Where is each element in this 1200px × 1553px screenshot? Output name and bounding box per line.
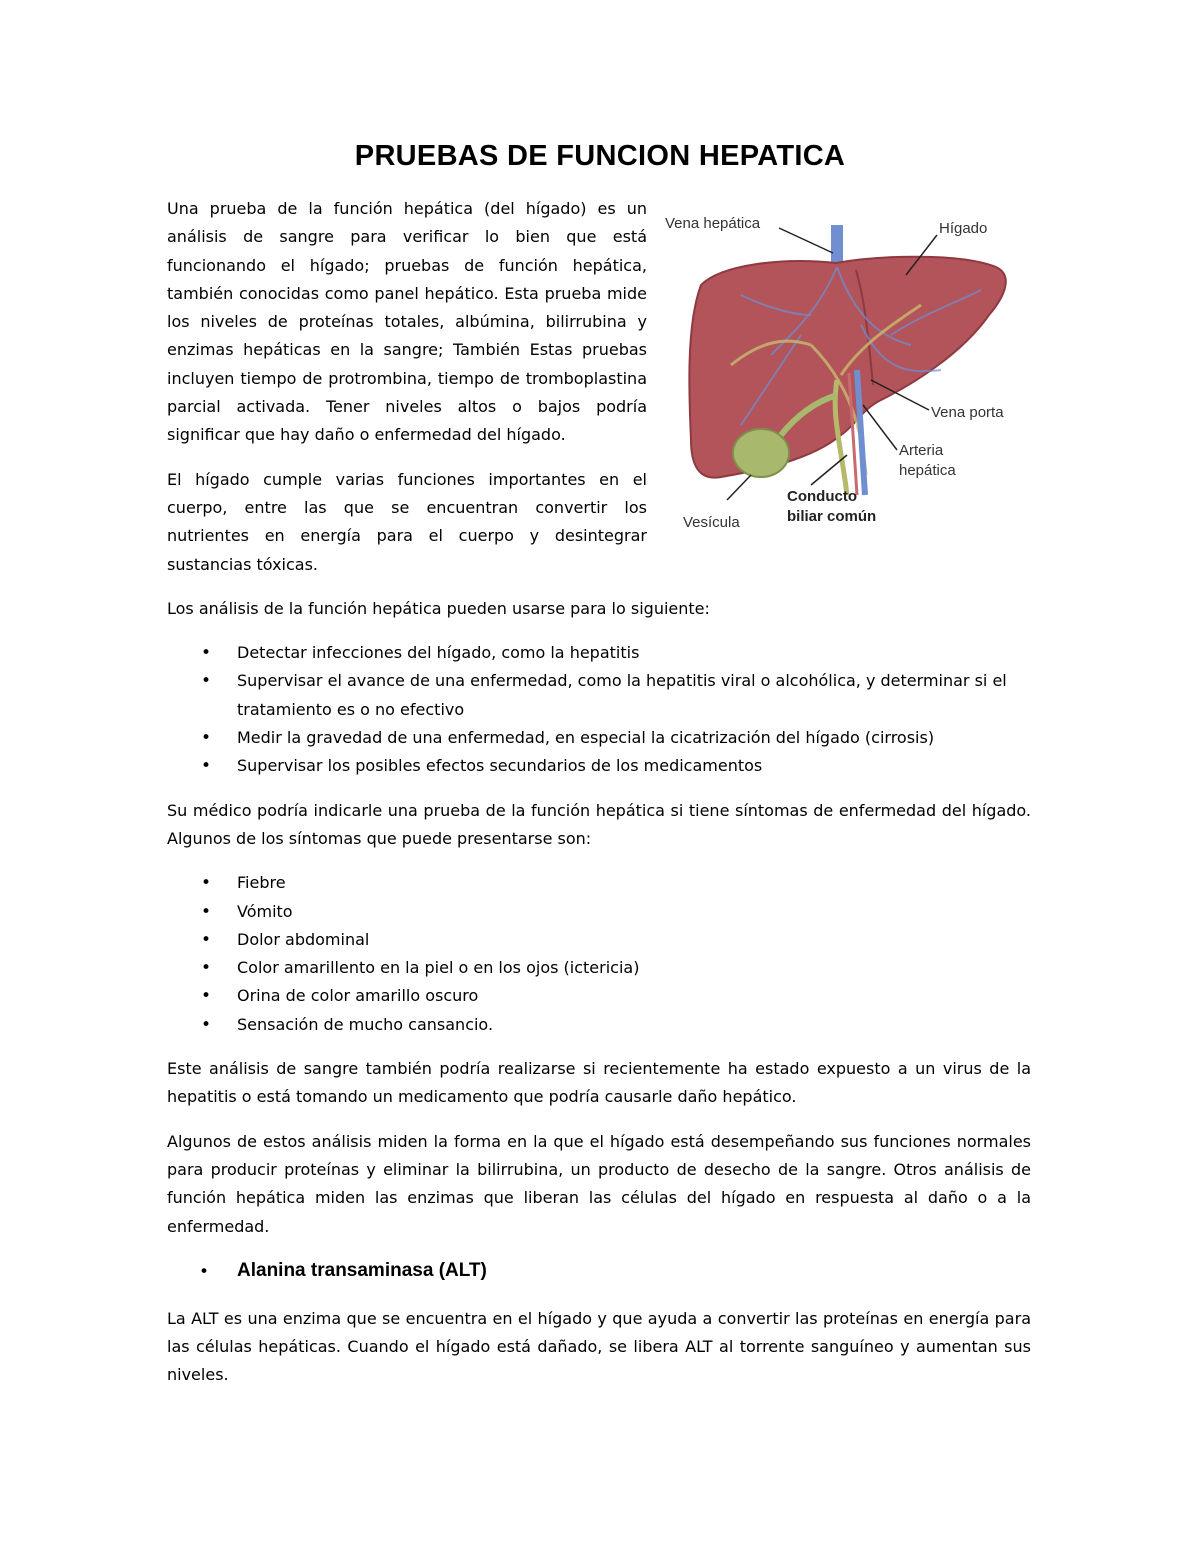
label-conducto-2: biliar común <box>787 508 877 525</box>
label-higado: Hígado <box>939 220 988 237</box>
list-item: • Fiebre <box>167 869 1031 897</box>
list-item: • Dolor abdominal <box>167 926 1031 954</box>
list-item: • Supervisar los posibles efectos secundarios de los medicamentos <box>167 752 1031 780</box>
document-body <box>167 195 1031 1406</box>
label-conducto-1: Conducto <box>787 488 857 505</box>
gallbladder-shape <box>733 429 789 477</box>
uses-list <box>167 639 1031 780</box>
label-arteria-1: Arteria <box>899 442 944 459</box>
list-item: • Color amarillento en la piel o en los ojos (ictericia) <box>167 954 1031 982</box>
liver-illustration <box>661 195 1037 555</box>
symptoms-list <box>167 869 1031 1039</box>
page-title: PRUEBAS DE FUNCION HEPATICA <box>354 140 846 172</box>
alt-section-heading: • Alanina transaminasa (ALT) <box>167 1257 1031 1285</box>
list-item: • Sensación de mucho cansancio. <box>167 1011 1031 1039</box>
list-item: • Vómito <box>167 898 1031 926</box>
exposure-paragraph: Este análisis de sangre también podría realizarse si recientemente ha estado expuesto a un virus de la hepatitis o está tomando un medicamento que podría causarle daño hepático. <box>167 1059 1031 1107</box>
symptoms-intro: Su médico podría indicarle una prueba de la función hepática si tiene síntomas de enfermedad del hígado. Algunos de los síntomas que puede presentarse son: <box>167 800 1031 848</box>
list-item: • Medir la gravedad de una enfermedad, en especial la cicatrización del hígado (cirrosis) <box>167 724 1031 752</box>
intro-paragraph-2: El hígado cumple varias funciones importantes en el cuerpo, entre las que se encuentran convertir los nutrientes en energía para el cuerpo y desintegrar sustancias tóxicas. <box>167 469 647 574</box>
label-arteria-2: hepática <box>899 462 956 479</box>
liver-diagram <box>661 195 1037 555</box>
label-vena-porta: Vena porta <box>931 404 1004 421</box>
list-item: • Detectar infecciones del hígado, como la hepatitis <box>167 639 1031 667</box>
hepatic-vein-shape <box>831 225 843 267</box>
label-vena-hepatica: Vena hepática <box>665 215 761 232</box>
alt-paragraph: La ALT es una enzima que se encuentra en el hígado y que ayuda a convertir las proteínas en energía para las células hepáticas. Cuando el hígado está dañado, se libera ALT al torrente sanguíneo y aumentan sus niveles. <box>167 1308 1031 1385</box>
alt-heading-list <box>167 1257 1031 1285</box>
functions-paragraph: Algunos de estos análisis miden la forma en la que el hígado está desempeñando sus funciones normales para producir proteínas y eliminar la bilirrubina, un producto de desecho de la sangre. Otros análisis de función hepática miden las enzimas que liberan las células del hígado en respuesta al daño o a la enfermedad. <box>167 1131 1031 1236</box>
list-item: • Orina de color amarillo oscuro <box>167 982 1031 1010</box>
list-item: • Supervisar el avance de una enfermedad, como la hepatitis viral o alcohólica, y determinar si el tratamiento es o no efectivo <box>167 667 1031 724</box>
label-vesicula: Vesícula <box>683 514 740 531</box>
intro-paragraph-1: Una prueba de la función hepática (del hígado) es un análisis de sangre para verificar lo bien que está funcionando el hígado; pruebas de función hepática, también conocidas como panel hepático. Esta prueba mide los niveles de proteínas totales, albúmina, bilirrubina y enzimas hepáticas en la sangre; También Estas pruebas incluyen tiempo de protrombina, tiempo de tromboplastina parcial activada. Tener niveles altos o bajos podría significar que hay daño o enfermedad del hígado. <box>167 199 647 445</box>
uses-intro: Los análisis de la función hepática pueden usarse para lo siguiente: <box>167 598 710 618</box>
